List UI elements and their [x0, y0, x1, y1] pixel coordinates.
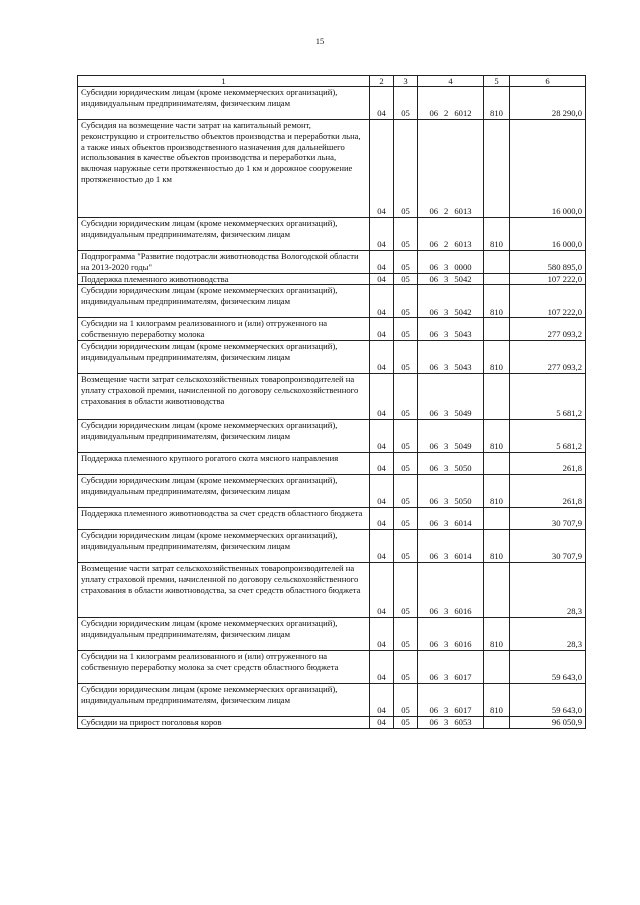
row-target-code [418, 650, 484, 683]
row-amount: 261,8 [510, 474, 586, 507]
header-col-1: 1 [78, 76, 370, 87]
row-code-subsection: 05 [394, 474, 418, 507]
row-target-code [418, 474, 484, 507]
row-amount: 59 643,0 [510, 650, 586, 683]
target-code-part-3: 5049 [454, 408, 472, 419]
row-expense-type: 810 [484, 218, 510, 251]
row-amount: 28,3 [510, 562, 586, 617]
row-code-subsection: 05 [394, 87, 418, 120]
target-code-part-2: 3 [444, 639, 449, 650]
target-code-part-3: 5043 [454, 362, 472, 373]
table-row [78, 650, 586, 683]
row-code-subsection: 05 [394, 340, 418, 373]
target-code-part-2: 3 [444, 672, 449, 683]
row-target-code [418, 285, 484, 318]
table-row [78, 507, 586, 529]
target-code-part-1: 06 [429, 306, 439, 317]
table-row [78, 452, 586, 474]
row-description: Поддержка племенного животноводства за счет средств областного бюджета [78, 507, 370, 529]
row-code-subsection: 05 [394, 120, 418, 218]
target-code-part-1: 06 [429, 239, 439, 250]
table-row [78, 373, 586, 419]
header-row [78, 76, 586, 87]
target-code-part-1: 06 [429, 463, 439, 474]
target-code-part-3: 6017 [454, 705, 472, 716]
row-expense-type: 810 [484, 474, 510, 507]
row-code-section: 04 [370, 529, 394, 562]
row-amount: 107 222,0 [510, 285, 586, 318]
row-target-code [418, 617, 484, 650]
target-code-part-1: 06 [429, 518, 439, 529]
row-description: Поддержка племенного животноводства [78, 273, 370, 285]
row-amount: 580 895,0 [510, 251, 586, 274]
target-code-part-1: 06 [429, 108, 439, 119]
table-row [78, 120, 586, 218]
table-row [78, 562, 586, 617]
target-code-part-3: 6013 [454, 239, 472, 250]
row-code-section: 04 [370, 218, 394, 251]
row-code-subsection: 05 [394, 273, 418, 285]
row-expense-type [484, 120, 510, 218]
row-code-subsection: 05 [394, 419, 418, 452]
target-code-part-2: 2 [444, 108, 449, 119]
row-target-code [418, 273, 484, 285]
row-amount: 5 681,2 [510, 373, 586, 419]
target-code-part-2: 3 [444, 716, 449, 727]
target-code-part-3: 5050 [454, 463, 472, 474]
row-code-section: 04 [370, 452, 394, 474]
target-code-part-3: 5042 [454, 306, 472, 317]
target-code-part-1: 06 [429, 639, 439, 650]
row-target-code [418, 529, 484, 562]
row-description: Субсидии юридическим лицам (кроме некоммерческих организаций), индивидуальным предпринимателям, физическим лицам [78, 529, 370, 562]
header-col-5: 5 [484, 76, 510, 87]
row-target-code [418, 683, 484, 716]
row-target-code [418, 716, 484, 728]
target-code-part-1: 06 [429, 362, 439, 373]
row-amount: 5 681,2 [510, 419, 586, 452]
row-amount: 16 000,0 [510, 120, 586, 218]
row-description: Подпрограмма "Развитие подотрасли животноводства Вологодской области на 2013-2020 годы" [78, 251, 370, 274]
row-description: Субсидии юридическим лицам (кроме некоммерческих организаций), индивидуальным предпринимателям, физическим лицам [78, 474, 370, 507]
header-col-4: 4 [418, 76, 484, 87]
row-amount: 277 093,2 [510, 318, 586, 341]
row-code-subsection: 05 [394, 285, 418, 318]
row-description: Субсидии юридическим лицам (кроме некоммерческих организаций), индивидуальным предпринимателям, физическим лицам [78, 340, 370, 373]
row-description: Субсидии юридическим лицам (кроме некоммерческих организаций), индивидуальным предпринимателям, физическим лицам [78, 285, 370, 318]
table-row [78, 87, 586, 120]
target-code-part-2: 3 [444, 551, 449, 562]
row-expense-type [484, 507, 510, 529]
row-target-code [418, 340, 484, 373]
row-description: Субсидии на прирост поголовья коров [78, 716, 370, 728]
target-code-part-2: 3 [444, 463, 449, 474]
target-code-part-3: 6016 [454, 639, 472, 650]
target-code-part-1: 06 [429, 329, 439, 340]
row-expense-type: 810 [484, 683, 510, 716]
target-code-part-3: 6053 [454, 716, 472, 727]
page-number: 15 [315, 36, 325, 46]
row-amount: 107 222,0 [510, 273, 586, 285]
header-col-2: 2 [370, 76, 394, 87]
target-code-part-1: 06 [429, 206, 439, 217]
table-row [78, 474, 586, 507]
target-code-part-1: 06 [429, 496, 439, 507]
table-row [78, 529, 586, 562]
target-code-part-1: 06 [429, 273, 439, 284]
row-code-subsection: 05 [394, 218, 418, 251]
table-row [78, 251, 586, 274]
row-target-code [418, 318, 484, 341]
target-code-part-3: 5043 [454, 329, 472, 340]
row-code-section: 04 [370, 507, 394, 529]
row-expense-type [484, 373, 510, 419]
target-code-part-3: 5042 [454, 273, 472, 284]
target-code-part-3: 6014 [454, 551, 472, 562]
row-code-section: 04 [370, 419, 394, 452]
row-code-section: 04 [370, 650, 394, 683]
row-code-section: 04 [370, 120, 394, 218]
row-code-subsection: 05 [394, 318, 418, 341]
target-code-part-1: 06 [429, 408, 439, 419]
row-description: Субсидии юридическим лицам (кроме некоммерческих организаций), индивидуальным предпринимателям, физическим лицам [78, 218, 370, 251]
row-code-section: 04 [370, 87, 394, 120]
row-description: Возмещение части затрат сельскохозяйственных товаропроизводителей на уплату страховой премии, начисленной по договору сельскохозяйственного страхования в области животноводства [78, 373, 370, 419]
target-code-part-1: 06 [429, 716, 439, 727]
row-description: Субсидии юридическим лицам (кроме некоммерческих организаций), индивидуальным предпринимателям, физическим лицам [78, 87, 370, 120]
row-expense-type [484, 650, 510, 683]
row-code-subsection: 05 [394, 683, 418, 716]
row-expense-type: 810 [484, 87, 510, 120]
target-code-part-1: 06 [429, 551, 439, 562]
row-expense-type: 810 [484, 340, 510, 373]
row-code-subsection: 05 [394, 373, 418, 419]
target-code-part-3: 6017 [454, 672, 472, 683]
row-expense-type: 810 [484, 617, 510, 650]
target-code-part-3: 6016 [454, 606, 472, 617]
row-target-code [418, 562, 484, 617]
row-expense-type: 810 [484, 419, 510, 452]
table-row [78, 683, 586, 716]
table-row [78, 716, 586, 728]
row-code-section: 04 [370, 617, 394, 650]
target-code-part-2: 3 [444, 273, 449, 284]
row-expense-type [484, 251, 510, 274]
row-code-section: 04 [370, 273, 394, 285]
target-code-part-1: 06 [429, 606, 439, 617]
row-code-subsection: 05 [394, 716, 418, 728]
budget-table [77, 75, 586, 729]
row-description: Субсидии юридическим лицам (кроме некоммерческих организаций), индивидуальным предпринимателям, физическим лицам [78, 617, 370, 650]
row-amount: 261,8 [510, 452, 586, 474]
row-amount: 28,3 [510, 617, 586, 650]
target-code-part-3: 6012 [454, 108, 472, 119]
row-code-section: 04 [370, 562, 394, 617]
row-expense-type: 810 [484, 285, 510, 318]
target-code-part-2: 3 [444, 261, 449, 272]
row-target-code [418, 218, 484, 251]
target-code-part-3: 6013 [454, 206, 472, 217]
row-expense-type [484, 452, 510, 474]
row-expense-type [484, 562, 510, 617]
target-code-part-2: 3 [444, 606, 449, 617]
table-row [78, 218, 586, 251]
row-amount: 16 000,0 [510, 218, 586, 251]
target-code-part-2: 2 [444, 239, 449, 250]
target-code-part-1: 06 [429, 705, 439, 716]
table-row [78, 617, 586, 650]
row-description: Субсидия на возмещение части затрат на капитальный ремонт, реконструкцию и строительство объектов производства и переработки льна, а также иных объектов производственного назначения для дальнейшего использования в качестве объектов производства и переработки льна, включая наружные сети протяженностью до 1 км и дорожное сооружение протяженностью до 1 км [78, 120, 370, 218]
table-body [78, 87, 586, 729]
target-code-part-1: 06 [429, 672, 439, 683]
table-row [78, 273, 586, 285]
row-code-section: 04 [370, 340, 394, 373]
target-code-part-2: 2 [444, 206, 449, 217]
row-expense-type [484, 716, 510, 728]
row-code-section: 04 [370, 716, 394, 728]
row-code-section: 04 [370, 251, 394, 274]
row-code-section: 04 [370, 474, 394, 507]
row-target-code [418, 87, 484, 120]
table-row [78, 340, 586, 373]
header-col-6: 6 [510, 76, 586, 87]
table-row [78, 285, 586, 318]
row-target-code [418, 507, 484, 529]
row-expense-type [484, 273, 510, 285]
target-code-part-1: 06 [429, 261, 439, 272]
row-code-subsection: 05 [394, 562, 418, 617]
table-row [78, 419, 586, 452]
target-code-part-3: 5049 [454, 441, 472, 452]
row-description: Поддержка племенного крупного рогатого скота мясного направления [78, 452, 370, 474]
target-code-part-2: 3 [444, 362, 449, 373]
row-code-subsection: 05 [394, 650, 418, 683]
row-code-subsection: 05 [394, 617, 418, 650]
target-code-part-2: 3 [444, 329, 449, 340]
target-code-part-2: 3 [444, 705, 449, 716]
header-col-3: 3 [394, 76, 418, 87]
target-code-part-3: 6014 [454, 518, 472, 529]
row-target-code [418, 251, 484, 274]
row-code-subsection: 05 [394, 251, 418, 274]
row-code-section: 04 [370, 683, 394, 716]
row-target-code [418, 373, 484, 419]
row-code-section: 04 [370, 373, 394, 419]
target-code-part-2: 3 [444, 408, 449, 419]
target-code-part-2: 3 [444, 518, 449, 529]
row-description: Субсидии на 1 килограмм реализованного и (или) отгруженного на собственную переработку молока за счет средств областного бюджета [78, 650, 370, 683]
row-expense-type: 810 [484, 529, 510, 562]
row-target-code [418, 419, 484, 452]
row-description: Субсидии юридическим лицам (кроме некоммерческих организаций), индивидуальным предпринимателям, физическим лицам [78, 683, 370, 716]
row-code-section: 04 [370, 318, 394, 341]
table-row [78, 318, 586, 341]
target-code-part-3: 5050 [454, 496, 472, 507]
target-code-part-1: 06 [429, 441, 439, 452]
row-code-subsection: 05 [394, 452, 418, 474]
target-code-part-3: 0000 [454, 261, 472, 272]
row-amount: 30 707,9 [510, 507, 586, 529]
row-expense-type [484, 318, 510, 341]
target-code-part-2: 3 [444, 306, 449, 317]
row-description: Возмещение части затрат сельскохозяйственных товаропроизводителей на уплату страховой премии, начисленной по договору сельскохозяйственного страхования в области животноводства, за счет средств областного бюджета [78, 562, 370, 617]
target-code-part-2: 3 [444, 441, 449, 452]
row-amount: 96 050,9 [510, 716, 586, 728]
row-description: Субсидии юридическим лицам (кроме некоммерческих организаций), индивидуальным предпринимателям, физическим лицам [78, 419, 370, 452]
row-amount: 277 093,2 [510, 340, 586, 373]
row-description: Субсидии на 1 килограмм реализованного и (или) отгруженного на собственную переработку молока [78, 318, 370, 341]
row-code-subsection: 05 [394, 529, 418, 562]
row-amount: 59 643,0 [510, 683, 586, 716]
row-code-subsection: 05 [394, 507, 418, 529]
row-code-section: 04 [370, 285, 394, 318]
row-target-code [418, 452, 484, 474]
target-code-part-2: 3 [444, 496, 449, 507]
row-target-code [418, 120, 484, 218]
row-amount: 30 707,9 [510, 529, 586, 562]
row-amount: 28 290,0 [510, 87, 586, 120]
